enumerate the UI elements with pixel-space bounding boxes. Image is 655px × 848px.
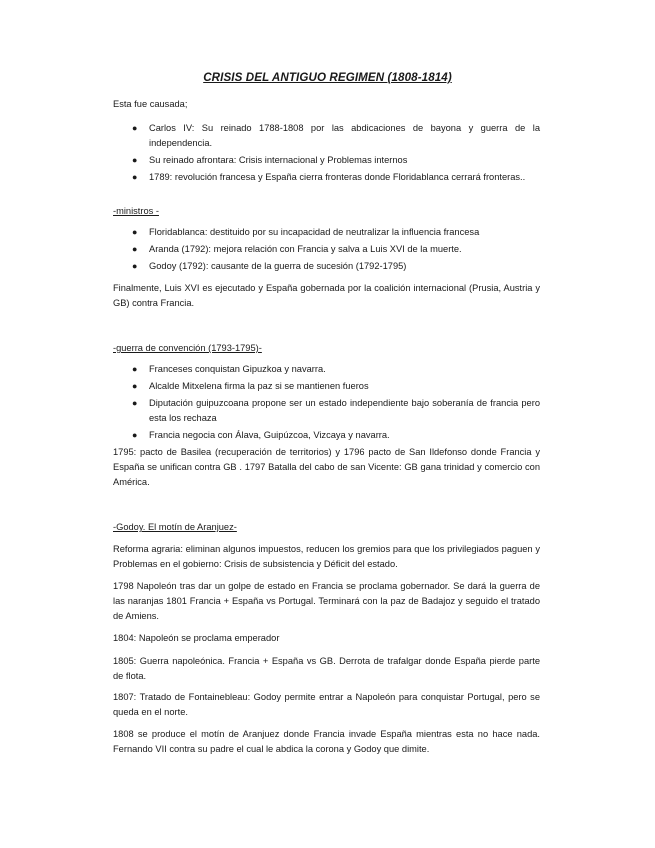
godoy-heading: -Godoy. El motín de Aranjuez- (113, 522, 237, 532)
list-item: ● Floridablanca: destituido por su incapacidad de neutralizar la influencia francesa (113, 225, 540, 240)
godoy-paragraph-4: 1805: Guerra napoleónica. Francia + España vs GB. Derrota de trafalgar donde España pierde parte de flota. (113, 656, 540, 681)
finalmente-text: Finalmente, Luis XVI es ejecutado y España gobernada por la coalición internacional (Prusia, Austria y GB) contra Francia. (113, 283, 540, 308)
bullet-icon: ● (132, 364, 138, 374)
bullet-icon: ● (132, 398, 138, 408)
list-item: ● Aranda (1792): mejora relación con Francia y salva a Luis XVI de la muerte. (113, 242, 540, 257)
bullet-icon: ● (132, 430, 138, 440)
godoy-paragraph-5: 1807: Tratado de Fontainebleau: Godoy permite entrar a Napoleón para conquistar Portugal, pero se queda en el norte. (113, 692, 540, 717)
intro-text: Esta fue causada; (113, 99, 188, 109)
list-item: ● Alcalde Mitxelena firma la paz si se mantienen fueros (113, 379, 540, 394)
ministros-heading: -ministros - (113, 206, 159, 216)
bullet-icon: ● (132, 381, 138, 391)
list-item: ● Francia negocia con Álava, Guipúzcoa, Vizcaya y navarra. (113, 428, 540, 443)
guerra-heading: -guerra de convención (1793-1795)- (113, 343, 262, 353)
causes-list (113, 121, 540, 187)
list-item: ● Su reinado afrontara: Crisis internacional y Problemas internos (113, 153, 540, 168)
bullet-icon: ● (132, 123, 138, 133)
list-item: ● Carlos IV: Su reinado 1788-1808 por las abdicaciones de bayona y guerra de la independencia. (132, 123, 540, 148)
list-item: ● 1789: revolución francesa y España cierra fronteras donde Floridablanca cerrará fronteras.. (113, 170, 540, 185)
bullet-icon: ● (132, 244, 138, 254)
godoy-paragraph-1: Reforma agraria: eliminan algunos impuestos, reducen los gremios para que los privilegiados paguen y Problemas en el gobierno: Crisis de subsistencia y Déficit del estado. (113, 544, 540, 569)
list-item: ● Godoy (1792): causante de la guerra de sucesión (1792-1795) (113, 259, 540, 274)
list-item: ● Franceses conquistan Gipuzkoa y navarra. (113, 362, 540, 377)
list-item: ● Diputación guipuzcoana propone ser un estado independiente bajo soberanía de francia pero esta los rechaza (132, 398, 540, 423)
bullet-icon: ● (132, 227, 138, 237)
ministros-list (113, 225, 540, 276)
bullet-icon: ● (132, 155, 138, 165)
bullet-icon: ● (132, 261, 138, 271)
basilea-text: 1795: pacto de Basilea (recuperación de territorios) y 1796 pacto de San Ildefonso donde Francia y España se unifican contra GB . 1797 Batalla del cabo de san Vicente: GB gana trinidad y comercio con América. (113, 447, 540, 487)
guerra-list (113, 362, 540, 445)
godoy-paragraph-2: 1798 Napoleón tras dar un golpe de estado en Francia se proclama gobernador. Se dará la guerra de las naranjas 1801 Francia + España vs Portugal. Terminará con la paz de Badajoz y seguido el tratado de Amiens. (113, 581, 540, 621)
document-title: CRISIS DEL ANTIGUO REGIMEN (1808-1814) (203, 71, 452, 84)
godoy-paragraph-3: 1804: Napoleón se proclama emperador (113, 633, 280, 643)
bullet-icon: ● (132, 172, 138, 182)
godoy-paragraph-6: 1808 se produce el motín de Aranjuez donde Francia invade España mientras esta no hace nada. Fernando VII contra su padre el cual le abdica la corona y Godoy que dimite. (113, 729, 540, 754)
